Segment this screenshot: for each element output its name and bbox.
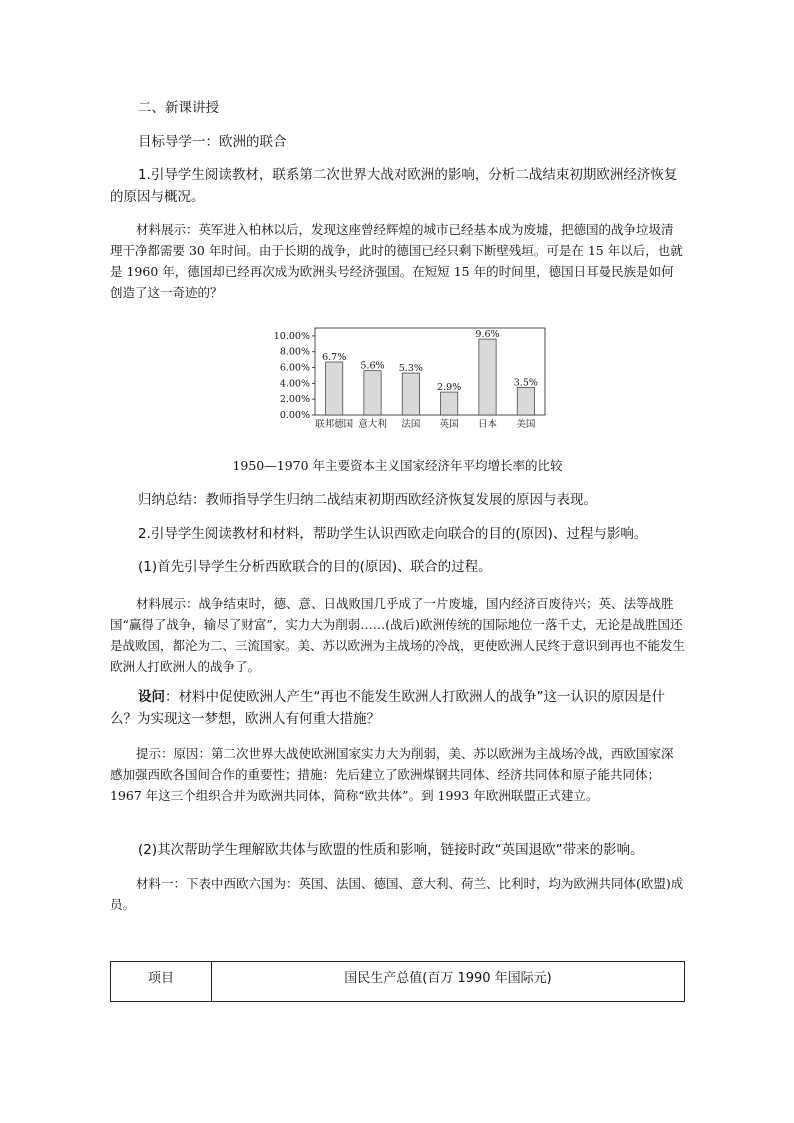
bar-value-label: 2.9% bbox=[437, 382, 462, 394]
step-2-text: 2.引导学生阅读教材和材料，帮助学生认识西欧走向联合的目的(原因)、过程与影响。 bbox=[138, 526, 648, 542]
bar bbox=[364, 371, 381, 415]
growth-rate-bar-chart bbox=[255, 320, 555, 435]
table-header-item: 项目 bbox=[111, 962, 212, 1002]
material-1-text: 材料展示：英军进入柏林以后，发现这座曾经辉煌的城市已经基本成为废墟，把德国的战争垃圾清理干净都需要 30 年时间。由于长期的战争，此时的德国已经只剩下断壁残垣。可是在 15 年以后，也就是 1960 年，德国却已经再次成为欧洲头号经济强国。在短短 15 年的时间里，德国日耳曼民族是如何创造了这一奇迹的？ bbox=[110, 222, 683, 300]
goal-heading-text: 目标导学一：欧洲的联合 bbox=[138, 134, 287, 150]
plot-frame bbox=[315, 328, 545, 415]
bar-value-label: 3.5% bbox=[513, 377, 538, 389]
step-2-1-text: (1)首先引导学生分析西欧联合的目的(原因)、联合的过程。 bbox=[138, 559, 492, 575]
step-1 bbox=[110, 164, 685, 208]
y-tick-label: 2.00% bbox=[279, 394, 310, 406]
y-tick-label: 4.00% bbox=[279, 378, 310, 390]
step-2 bbox=[110, 523, 685, 545]
y-tick-label: 10.00% bbox=[273, 330, 310, 342]
step-2-2 bbox=[110, 839, 685, 861]
x-category-label: 美国 bbox=[516, 419, 536, 430]
bar-value-label: 6.7% bbox=[322, 352, 347, 364]
x-category-label: 意大利 bbox=[358, 419, 387, 430]
chart-caption: 1950—1970 年主要资本主义国家经济年平均增长率的比较 bbox=[232, 458, 563, 473]
summary bbox=[110, 489, 685, 511]
y-tick-label: 0.00% bbox=[279, 410, 310, 421]
x-category-label: 法国 bbox=[401, 419, 421, 430]
bar bbox=[402, 373, 419, 415]
x-category-label: 日本 bbox=[477, 419, 498, 430]
summary-text: 归纳总结：教师指导学生归纳二战结束初期西欧经济恢复发展的原因与表现。 bbox=[138, 492, 597, 508]
bar-value-label: 5.3% bbox=[398, 363, 423, 375]
gnp-table bbox=[110, 961, 685, 1002]
hint bbox=[110, 743, 685, 806]
step-1-text: 1.引导学生阅读教材，联系第二次世界大战对欧洲的影响，分析二战结束初期欧洲经济恢复的原因与概况。 bbox=[110, 167, 678, 205]
question bbox=[110, 686, 685, 730]
section-heading-text: 二、新课讲授 bbox=[138, 100, 219, 116]
material-2 bbox=[110, 593, 685, 677]
bar bbox=[441, 392, 458, 415]
table-header-gnp: 国民生产总值(百万 1990 年国际元) bbox=[212, 962, 685, 1002]
question-text: ：材料中促使欧洲人产生“再也不能发生欧洲人打欧洲人的战争”这一认识的原因是什么？为实现这一梦想，欧洲人有何重大措施？ bbox=[110, 689, 665, 727]
step-2-2-text: (2)其次帮助学生理解欧共体与欧盟的性质和影响，链接时政“英国退欧”带来的影响。 bbox=[138, 842, 644, 858]
bar bbox=[326, 362, 343, 415]
bar bbox=[517, 387, 534, 415]
bar bbox=[479, 339, 496, 415]
step-2-1 bbox=[110, 556, 685, 578]
bar-value-label: 5.6% bbox=[360, 360, 385, 372]
material-2-text: 材料展示：战争结束时，德、意、日战败国几乎成了一片废墟，国内经济百废待兴；英、法等战胜国“赢得了战争，输尽了财富”，实力大为削弱……(战后)欧洲传统的国际地位一落千丈，无论是战胜国还是战败国，都沦为二、三流国家。美、苏以欧洲为主战场的冷战，更使欧洲人民终于意识到再也不能发生欧洲人打欧洲人的战争了。 bbox=[110, 596, 686, 674]
material-3-text: 材料一：下表中西欧六国为：英国、法国、德国、意大利、荷兰、比利时，均为欧洲共同体(欧盟)成员。 bbox=[110, 876, 684, 912]
material-3 bbox=[110, 873, 685, 915]
hint-text: 提示：原因：第二次世界大战使欧洲国家实力大为削弱，美、苏以欧洲为主战场冷战，西欧国家深感加强西欧各国间合作的重要性；措施：先后建立了欧洲煤钢共同体、经济共同体和原子能共同体；1967 年这三个组织合并为欧洲共同体，简称“欧共体”。到 1993 年欧洲联盟正式建立。 bbox=[110, 746, 674, 803]
material-1 bbox=[110, 219, 685, 303]
question-label: 设问 bbox=[138, 689, 165, 705]
goal-heading bbox=[110, 131, 685, 153]
x-category-label: 联邦德国 bbox=[315, 419, 354, 430]
y-tick-label: 8.00% bbox=[279, 346, 310, 358]
bar-value-label: 9.6% bbox=[475, 329, 500, 341]
table-header-row bbox=[111, 962, 685, 1002]
section-heading bbox=[110, 97, 685, 119]
x-category-label: 英国 bbox=[439, 419, 459, 430]
y-tick-label: 6.00% bbox=[279, 362, 310, 374]
